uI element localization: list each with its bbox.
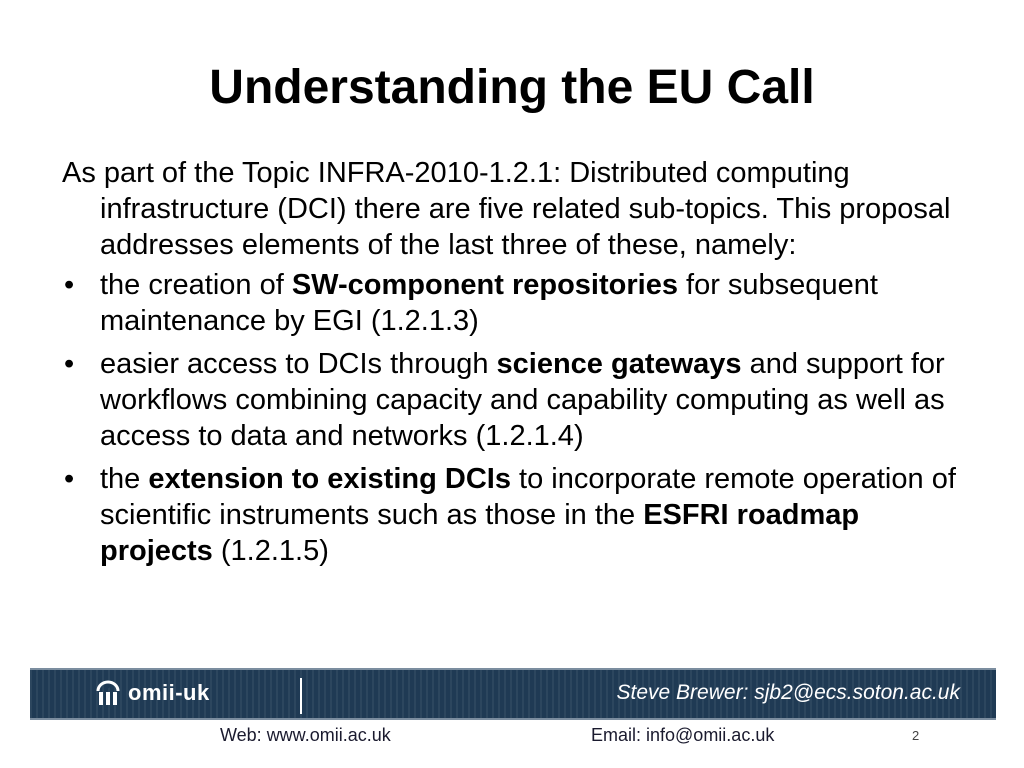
- bullet-emphasis: extension to existing DCIs: [148, 463, 511, 495]
- intro-paragraph: As part of the Topic INFRA-2010-1.2.1: Distributed computing infrastructure (DCI) there are five related sub-topics. This proposal addresses elements of the last three of these, namely:: [62, 157, 951, 261]
- omii-logo: [94, 679, 210, 707]
- bullet-item-repositories: [62, 267, 962, 339]
- bullet-emphasis: ESFRI roadmap projects: [100, 499, 860, 567]
- bullet-marker: •: [64, 269, 75, 301]
- bullet-item-gateways: [62, 346, 962, 454]
- presenter-credit: Steve Brewer: sjb2@ecs.soton.ac.uk: [616, 681, 960, 704]
- slide-title: Understanding the EU Call: [209, 61, 815, 114]
- bullet-text: to incorporate remote operation of scientific instruments such as those in the: [100, 463, 956, 531]
- bullet-text: the: [100, 463, 149, 495]
- logo-text: omii-uk: [128, 680, 210, 705]
- bullet-list: [62, 267, 962, 569]
- omii-logo-icon: [94, 679, 122, 707]
- footer-bar: [30, 668, 996, 720]
- bullet-marker: •: [64, 463, 75, 495]
- bullet-text: the creation of: [100, 269, 292, 301]
- bullet-text: for subsequent maintenance by EGI (1.2.1.3): [100, 269, 878, 337]
- email-link[interactable]: Email: info@omii.ac.uk: [591, 725, 775, 745]
- footer-divider: [300, 678, 302, 714]
- bullet-text: and support for workflows combining capacity and capability computing as well as access to data and networks (1.2.1.4): [100, 348, 945, 452]
- bullet-item-extension: [62, 461, 962, 569]
- bullet-marker: •: [64, 348, 75, 380]
- bullet-text: (1.2.1.5): [212, 535, 329, 567]
- website-link[interactable]: Web: www.omii.ac.uk: [220, 725, 391, 745]
- bullet-text: easier access to DCIs through: [100, 348, 497, 380]
- bullet-emphasis: science gateways: [496, 348, 742, 380]
- bullet-emphasis: SW-component repositories: [291, 269, 678, 301]
- slide-body: [62, 155, 962, 576]
- page-number: 2: [912, 728, 920, 743]
